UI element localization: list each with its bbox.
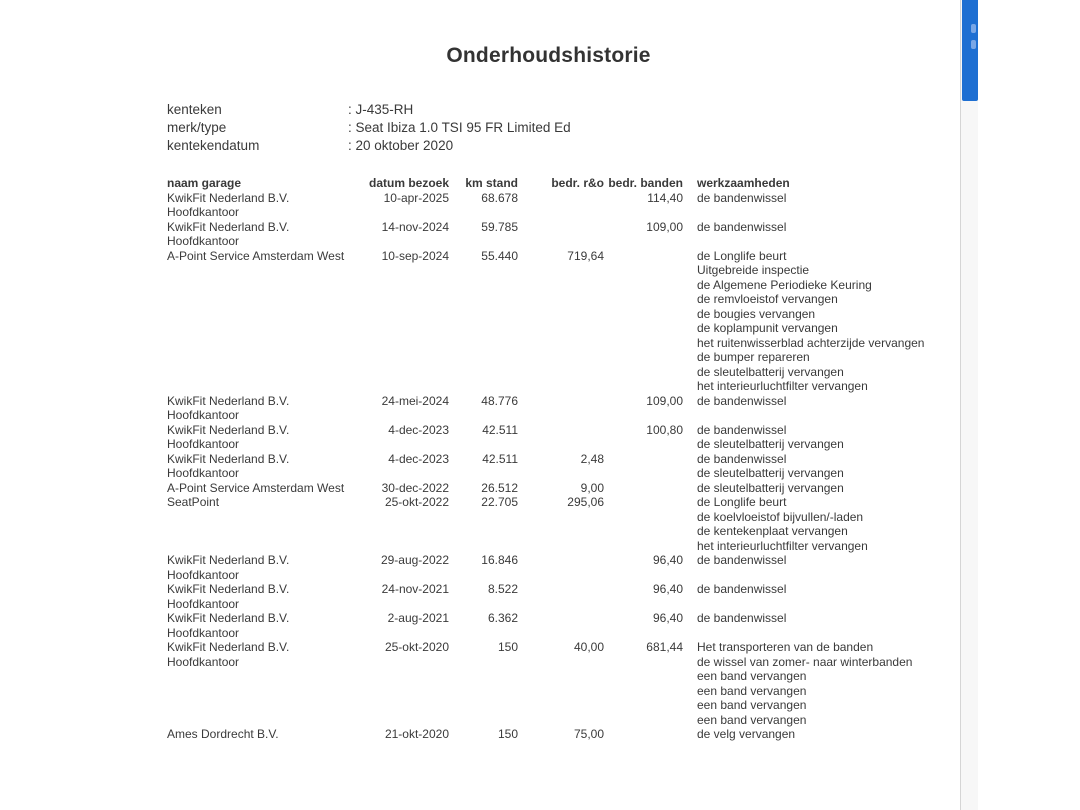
column-header: naam garage xyxy=(167,176,242,190)
werkzaamheden-item: de sleutelbatterij vervangen xyxy=(697,480,844,495)
garage-name-cell xyxy=(167,394,360,423)
km-stand-cell: 68.678 xyxy=(481,190,518,205)
km-stand-cell: 42.511 xyxy=(482,422,518,437)
garage-name-line: Hoofdkantoor xyxy=(167,625,240,640)
bedrag-banden-cell: 96,40 xyxy=(652,611,683,625)
table-row xyxy=(167,249,930,394)
garage-name-cell xyxy=(167,611,360,640)
vehicle-info-value: : Seat Ibiza 1.0 TSI 95 FR Limited Ed xyxy=(348,120,571,135)
km-stand-cell: 16.846 xyxy=(481,553,518,567)
datum-bezoek-cell: 25-okt-2020 xyxy=(384,640,449,654)
garage-name-cell xyxy=(167,481,360,496)
vehicle-info-label: kentekendatum xyxy=(167,138,260,153)
garage-name-line: A-Point Service Amsterdam West xyxy=(167,480,345,495)
column-header: km stand xyxy=(465,176,518,190)
werkzaamheden-cell xyxy=(697,553,930,568)
garage-name-line: KwikFit Nederland B.V. xyxy=(167,422,290,437)
werkzaamheden-item: de sleutelbatterij vervangen xyxy=(697,466,844,480)
bedrag-banden-cell: 109,00 xyxy=(646,393,683,408)
bedrag-ro-cell: 2,48 xyxy=(580,451,604,466)
km-stand-cell: 8.522 xyxy=(487,582,518,596)
datum-bezoek-cell: 2-aug-2021 xyxy=(387,611,449,625)
werkzaamheden-item: de bandenwissel xyxy=(697,219,787,234)
vehicle-info-label: merk/type xyxy=(167,120,227,135)
werkzaamheden-item: de koelvloeistof bijvullen/-laden xyxy=(697,509,864,524)
werkzaamheden-item: Uitgebreide inspectie xyxy=(697,263,810,277)
km-stand-cell: 55.440 xyxy=(481,248,518,263)
werkzaamheden-item: de bandenwissel xyxy=(697,611,787,625)
garage-name-cell xyxy=(167,423,360,452)
bedrag-ro-cell: 295,06 xyxy=(567,495,604,509)
garage-name-cell xyxy=(167,249,360,264)
werkzaamheden-item: de Algemene Periodieke Keuring xyxy=(697,277,872,292)
vehicle-info-label: kenteken xyxy=(167,102,222,117)
werkzaamheden-cell xyxy=(697,220,930,235)
bedrag-banden-cell: 681,44 xyxy=(646,640,683,654)
garage-name-line: SeatPoint xyxy=(167,495,220,509)
maintenance-table xyxy=(167,176,930,742)
table-row xyxy=(167,423,930,452)
garage-name-cell xyxy=(167,553,360,582)
garage-name-line: Hoofdkantoor xyxy=(167,205,240,219)
garage-name-line: KwikFit Nederland B.V. xyxy=(167,393,290,408)
werkzaamheden-item: een band vervangen xyxy=(697,712,807,727)
datum-bezoek-cell: 14-nov-2024 xyxy=(381,219,449,234)
datum-bezoek-cell: 4-dec-2023 xyxy=(388,422,449,437)
werkzaamheden-cell xyxy=(697,582,930,597)
vehicle-info-value: : J-435-RH xyxy=(348,102,414,117)
table-row xyxy=(167,220,930,249)
km-stand-cell: 59.785 xyxy=(481,219,518,234)
werkzaamheden-cell xyxy=(697,423,930,452)
bedrag-banden-cell: 114,40 xyxy=(647,190,683,205)
column-header: werkzaamheden xyxy=(697,176,790,190)
werkzaamheden-cell xyxy=(697,640,930,727)
garage-name-line: KwikFit Nederland B.V. xyxy=(167,553,290,567)
km-stand-cell: 26.512 xyxy=(481,480,518,495)
werkzaamheden-item: het interieurluchtfilter vervangen xyxy=(697,538,868,553)
werkzaamheden-item: Het transporteren van de banden xyxy=(697,640,874,654)
vehicle-info xyxy=(167,101,930,155)
werkzaamheden-item: de bandenwissel xyxy=(697,582,787,596)
bedrag-ro-cell: 9,00 xyxy=(580,480,604,495)
garage-name-line: Hoofdkantoor xyxy=(167,567,240,582)
column-header: bedr. banden xyxy=(608,176,683,190)
garage-name-line: Hoofdkantoor xyxy=(167,437,240,451)
werkzaamheden-item: de bandenwissel xyxy=(697,553,787,567)
werkzaamheden-item: een band vervangen xyxy=(697,698,807,712)
vehicle-info-row xyxy=(167,137,930,155)
garage-name-line: KwikFit Nederland B.V. xyxy=(167,640,290,654)
garage-name-line: Hoofdkantoor xyxy=(167,596,240,611)
werkzaamheden-item: de remvloeistof vervangen xyxy=(697,292,838,306)
datum-bezoek-cell: 29-aug-2022 xyxy=(380,553,449,567)
bedrag-banden-cell: 96,40 xyxy=(652,553,683,567)
werkzaamheden-item: de Longlife beurt xyxy=(697,248,787,263)
werkzaamheden-item: een band vervangen xyxy=(697,669,807,683)
km-stand-cell: 42.511 xyxy=(482,451,518,466)
garage-name-cell xyxy=(167,640,360,669)
bedrag-ro-cell: 719,64 xyxy=(567,248,604,263)
werkzaamheden-item: een band vervangen xyxy=(697,683,807,698)
garage-name-cell xyxy=(167,727,360,742)
garage-name-cell xyxy=(167,582,360,611)
km-stand-cell: 6.362 xyxy=(487,611,518,625)
table-header-row xyxy=(167,176,930,191)
garage-name-line: KwikFit Nederland B.V. xyxy=(167,611,290,625)
werkzaamheden-item: de kentekenplaat vervangen xyxy=(697,524,848,538)
table-row xyxy=(167,611,930,640)
werkzaamheden-cell xyxy=(697,249,930,394)
km-stand-cell: 48.776 xyxy=(481,393,518,408)
werkzaamheden-item: de bandenwissel xyxy=(697,451,787,466)
scrollbar-thumb[interactable] xyxy=(962,0,978,101)
garage-name-line: KwikFit Nederland B.V. xyxy=(167,219,290,234)
werkzaamheden-item: de sleutelbatterij vervangen xyxy=(697,437,844,451)
werkzaamheden-item: de koplampunit vervangen xyxy=(697,321,838,335)
table-row xyxy=(167,481,930,496)
garage-name-line: Hoofdkantoor xyxy=(167,234,240,248)
table-row xyxy=(167,582,930,611)
werkzaamheden-cell xyxy=(697,481,930,496)
datum-bezoek-cell: 24-mei-2024 xyxy=(381,393,449,408)
page-title: Onderhoudshistorie xyxy=(446,44,651,67)
garage-name-cell xyxy=(167,495,360,510)
table-row xyxy=(167,495,930,553)
werkzaamheden-item: de bandenwissel xyxy=(697,393,787,408)
table-row xyxy=(167,640,930,727)
garage-name-line: Ames Dordrecht B.V. xyxy=(167,727,279,741)
scrollbar-thumb-notch-icon xyxy=(971,24,976,33)
werkzaamheden-item: de bandenwissel xyxy=(697,190,787,205)
column-header: bedr. r&o xyxy=(551,176,604,190)
garage-name-line: KwikFit Nederland B.V. xyxy=(167,190,290,205)
werkzaamheden-item: de bandenwissel xyxy=(697,422,787,437)
vehicle-info-row xyxy=(167,119,930,137)
werkzaamheden-cell xyxy=(697,452,930,481)
garage-name-line: A-Point Service Amsterdam West xyxy=(167,248,345,263)
bedrag-banden-cell: 100,80 xyxy=(646,422,683,437)
werkzaamheden-cell xyxy=(697,394,930,409)
column-header: datum bezoek xyxy=(368,176,449,190)
table-row xyxy=(167,727,930,742)
bedrag-ro-cell: 40,00 xyxy=(573,640,604,654)
vehicle-info-value: : 20 oktober 2020 xyxy=(348,138,454,153)
vehicle-info-row xyxy=(167,101,930,119)
datum-bezoek-cell: 30-dec-2022 xyxy=(381,480,449,495)
scrollbar-thumb-notch-icon xyxy=(971,40,976,49)
datum-bezoek-cell: 10-sep-2024 xyxy=(381,248,449,263)
garage-name-line: KwikFit Nederland B.V. xyxy=(167,451,290,466)
garage-name-line: Hoofdkantoor xyxy=(167,408,240,422)
garage-name-line: KwikFit Nederland B.V. xyxy=(167,582,290,596)
werkzaamheden-item: de Longlife beurt xyxy=(697,495,787,509)
garage-name-cell xyxy=(167,452,360,481)
werkzaamheden-item: de wissel van zomer- naar winterbanden xyxy=(697,654,913,669)
werkzaamheden-cell xyxy=(697,611,930,626)
garage-name-cell xyxy=(167,191,360,220)
bedrag-banden-cell: 96,40 xyxy=(652,582,683,596)
werkzaamheden-item: het ruitenwisserblad achterzijde vervangen xyxy=(697,335,925,350)
table-body xyxy=(167,191,930,742)
werkzaamheden-item: de sleutelbatterij vervangen xyxy=(697,364,844,379)
garage-name-cell xyxy=(167,220,360,249)
werkzaamheden-item: de velg vervangen xyxy=(697,727,796,741)
datum-bezoek-cell: 21-okt-2020 xyxy=(384,727,449,741)
datum-bezoek-cell: 10-apr-2025 xyxy=(383,190,449,205)
werkzaamheden-item: de bougies vervangen xyxy=(697,306,816,321)
bedrag-ro-cell: 75,00 xyxy=(573,727,604,741)
werkzaamheden-item: de bumper repareren xyxy=(697,350,810,364)
garage-name-line: Hoofdkantoor xyxy=(167,466,240,480)
datum-bezoek-cell: 4-dec-2023 xyxy=(388,451,449,466)
werkzaamheden-item: het interieurluchtfilter vervangen xyxy=(697,379,868,393)
datum-bezoek-cell: 24-nov-2021 xyxy=(381,582,449,596)
werkzaamheden-cell xyxy=(697,191,930,206)
table-row xyxy=(167,452,930,481)
scrollbar-track[interactable] xyxy=(960,0,978,810)
table-row xyxy=(167,191,930,220)
table-row xyxy=(167,553,930,582)
table-row xyxy=(167,394,930,423)
km-stand-cell: 150 xyxy=(497,727,518,741)
km-stand-cell: 22.705 xyxy=(481,495,518,509)
datum-bezoek-cell: 25-okt-2022 xyxy=(384,495,449,509)
bedrag-banden-cell: 109,00 xyxy=(646,219,683,234)
garage-name-line: Hoofdkantoor xyxy=(167,654,240,669)
km-stand-cell: 150 xyxy=(497,640,518,654)
werkzaamheden-cell xyxy=(697,727,930,742)
werkzaamheden-cell xyxy=(697,495,930,553)
